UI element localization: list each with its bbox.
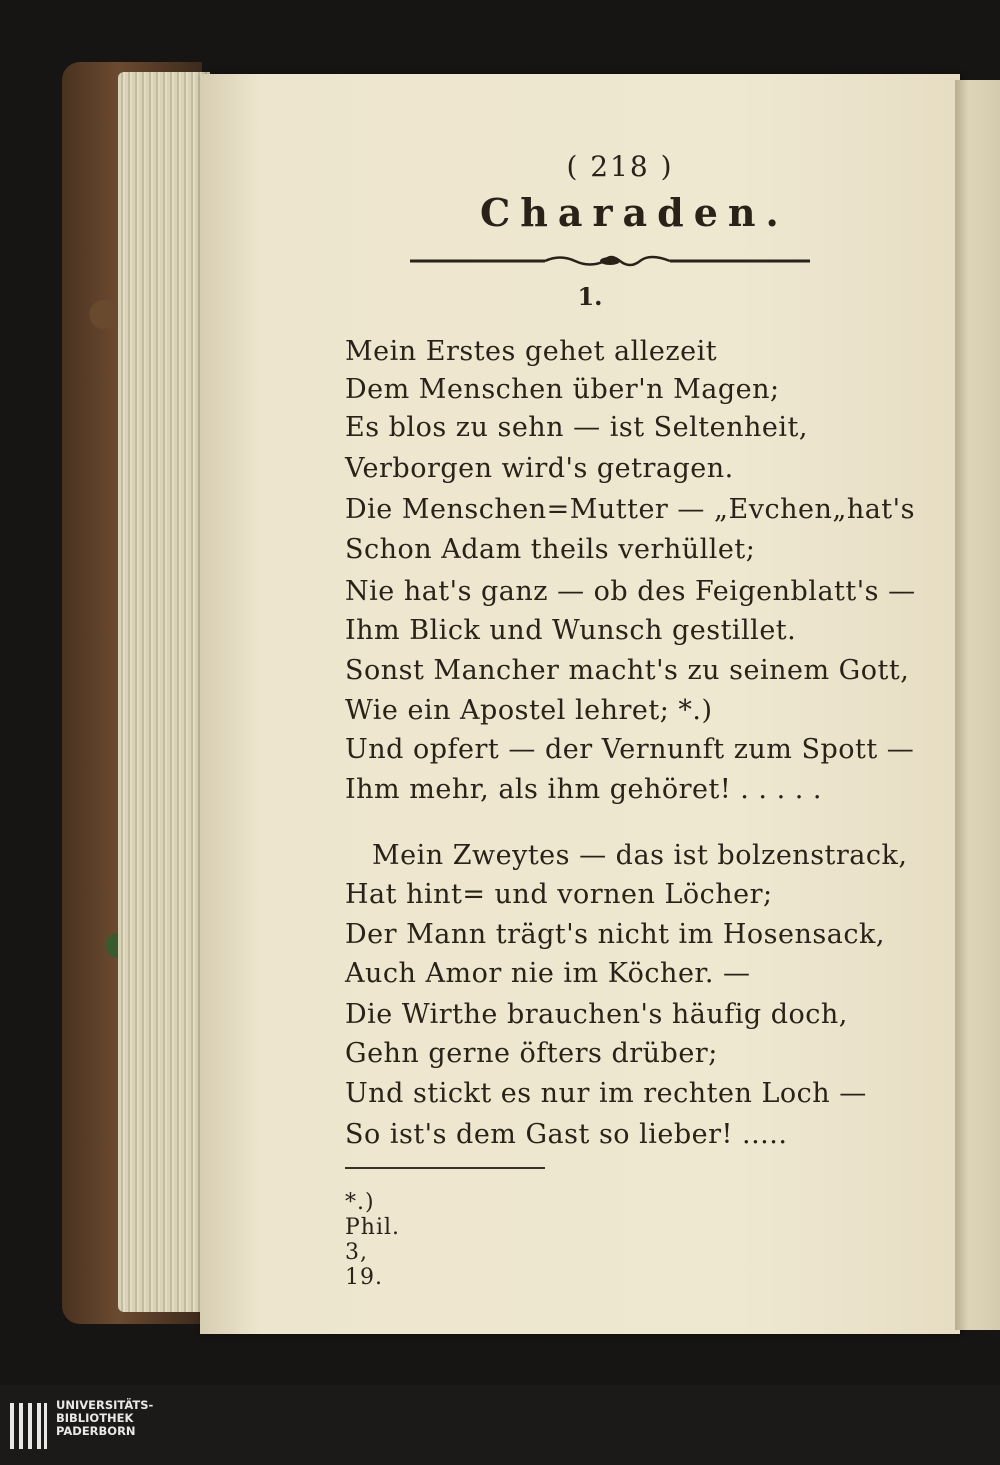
poem-line: Verborgen wird's getragen. — [345, 453, 734, 484]
poem-line: Mein Erstes gehet allezeit — [345, 336, 718, 367]
logo-line: BIBLIOTHEK — [56, 1411, 134, 1425]
poem-line: Nie hat's ganz — ob des Feigenblatt's — — [345, 576, 916, 607]
poem-line: Es blos zu sehn — ist Seltenheit, — [345, 412, 808, 443]
footnote: *.) Phil. 3, 19. — [345, 1190, 401, 1290]
poem-line: Wie ein Apostel lehret; *.) — [345, 695, 713, 726]
logo-line: UNIVERSITÄTS- — [56, 1398, 154, 1412]
poem-line: Und stickt es nur im rechten Loch — — [345, 1078, 867, 1109]
poem-line: Gehn gerne öfters drüber; — [345, 1038, 718, 1069]
library-logo-icon — [10, 1403, 48, 1449]
poem-line: Die Wirthe brauchen's häufig doch, — [345, 999, 848, 1030]
footnote-rule — [345, 1167, 545, 1169]
library-logo — [0, 1385, 1000, 1465]
page-number: ( 218 ) — [566, 150, 674, 183]
poem-line: Ihm mehr, als ihm gehöret! . . . . . — [345, 774, 823, 805]
poem-line: Der Mann trägt's nicht im Hosensack, — [345, 919, 885, 950]
facing-page-edge — [955, 80, 1000, 1330]
library-logo-text — [56, 1399, 153, 1438]
page-edges — [118, 72, 210, 1312]
poem-line: Mein Zweytes — das ist bolzenstrack, — [372, 840, 908, 871]
poem-line: Ihm Blick und Wunsch gestillet. — [345, 615, 797, 646]
page-title: Charaden. — [480, 190, 789, 235]
poem-line: Auch Amor nie im Köcher. — — [345, 958, 751, 989]
poem-line: Die Menschen=Mutter — „Evchen„hat's — [345, 494, 915, 525]
logo-line: PADERBORN — [56, 1424, 136, 1438]
poem-line: Sonst Mancher macht's zu seinem Gott, — [345, 655, 910, 686]
poem-line: Dem Menschen über'n Magen; — [345, 374, 780, 405]
poem-line: Hat hint= und vornen Löcher; — [345, 879, 773, 910]
poem-line: So ist's dem Gast so lieber! ..... — [345, 1119, 788, 1150]
poem-line: Und opfert — der Vernunft zum Spott — — [345, 734, 915, 765]
ornament-divider — [410, 252, 810, 270]
section-number: 1. — [577, 282, 603, 311]
poem-line: Schon Adam theils verhüllet; — [345, 534, 756, 565]
